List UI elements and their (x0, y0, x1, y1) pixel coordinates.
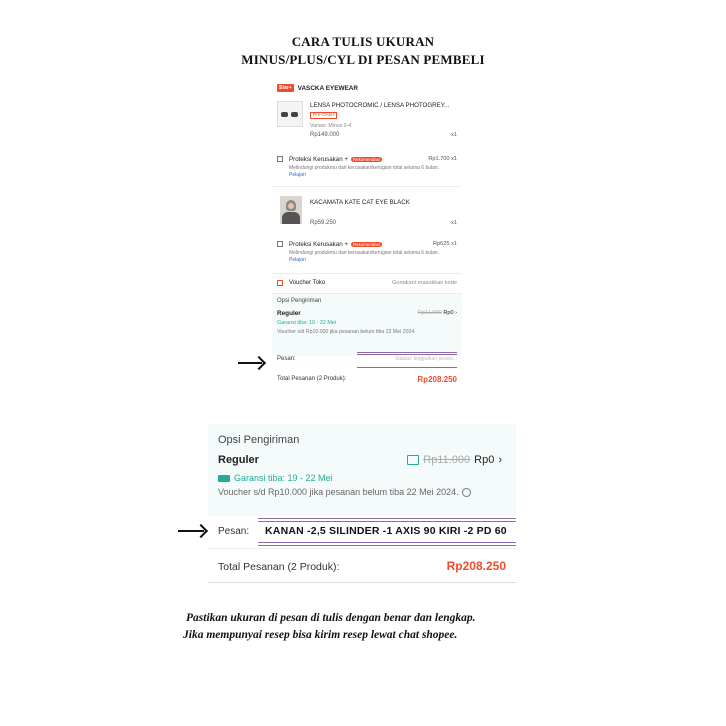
zoom-order-total-label: Total Pesanan (2 Produk): (218, 561, 340, 573)
protection-desc-text-2: Melindungi produkmu dari kerusakan/kerugian total selama 6 bulan. (289, 250, 440, 256)
product-thumbnail-2 (280, 196, 302, 224)
shipping-options[interactable] (272, 293, 462, 356)
protection-option-1 (272, 153, 462, 183)
protection-option-2 (272, 238, 462, 268)
zoom-message-label: Pesan: (218, 526, 250, 537)
product-qty-2: x1 (451, 220, 457, 226)
delivery-guarantee: Garansi tiba: 19 - 22 Mei (277, 320, 337, 326)
shop-voucher-row[interactable] (272, 277, 462, 291)
product-name-1: LENSA PHOTOCROMIC / LENSA PHOTOGREY... (310, 102, 450, 109)
shipping-voucher-note: Voucher s/d Rp10.000 jika pesanan belum tiba 22 Mei 2024. (277, 329, 416, 335)
protection-qty-1: x1 (451, 156, 457, 162)
underline (258, 545, 516, 546)
star-plus-badge: Star+ (279, 85, 292, 91)
voucher-label: Voucher Toko (289, 280, 326, 286)
protection-price-2 (433, 241, 457, 247)
shipping-old-price: Rp11.000 (417, 310, 442, 316)
zoom-shipping-options[interactable] (208, 424, 516, 516)
heading-line-2: MINUS/PLUS/CYL DI PESAN PEMBELI (241, 52, 485, 67)
recommended-badge-1: Rekomendasi (352, 156, 380, 162)
shipping-price: Rp11.000 Rp0 › (417, 310, 457, 316)
protection-checkbox-1[interactable] (277, 156, 283, 162)
underline (258, 518, 516, 519)
protection-desc-2 (289, 250, 454, 264)
divider (272, 186, 462, 187)
zoom-message-row[interactable] (208, 516, 516, 548)
protection-desc-1 (289, 165, 454, 179)
product-variant-1[interactable]: Variasi: Minus 0-4 (310, 123, 352, 129)
shop-name[interactable]: VASCKA EYEWEAR (297, 84, 359, 92)
learn-more-link-2[interactable]: Pelajari (289, 257, 306, 263)
ticket-icon (407, 455, 419, 465)
protection-qty-2: x1 (451, 241, 457, 247)
product-thumbnail-1 (277, 101, 303, 127)
zoom-order-total-value: Rp208.250 (446, 559, 506, 573)
underline (357, 354, 457, 355)
message-input[interactable]: Silakan tinggalkan pesan... (394, 356, 457, 362)
preorder-tag: Pre-Order (310, 112, 337, 119)
truck-icon (218, 475, 230, 482)
zoom-voucher-text: Voucher s/d Rp10.000 jika pesanan belum tiba 22 Mei 2024. (218, 487, 459, 497)
protection-desc-text-1: Melindungi produkmu dari kerusakan/kerugian total selama 6 bulan. (289, 165, 440, 171)
zoomed-checkout-section (208, 424, 516, 584)
voucher-action[interactable]: Gunakan/ masukkan kode (392, 280, 457, 286)
product-name-2: KACAMATA KATE CAT EYE BLACK (310, 199, 410, 206)
underline (258, 521, 516, 522)
protection-price-1 (428, 156, 457, 162)
product-item-1[interactable] (272, 97, 462, 141)
heading-line-1: CARA TULIS UKURAN (291, 34, 435, 49)
shop-header (272, 82, 462, 94)
instruction-line-1: Pastikan ukuran di pesan di tulis dengan benar dan lengkap. (186, 612, 476, 624)
protection-title-2 (289, 241, 382, 248)
zoom-guarantee-text: Garansi tiba: 19 - 22 Mei (234, 473, 333, 483)
protection-price-value-1: Rp1.700 (428, 156, 450, 162)
protection-checkbox-2[interactable] (277, 241, 283, 247)
glasses-icon (281, 112, 299, 118)
product-item-2[interactable] (272, 190, 462, 234)
protection-title-1 (289, 156, 382, 163)
recommended-badge-2: Rekomendasi (352, 241, 380, 247)
product-qty-1: x1 (451, 132, 457, 138)
zoom-shipping-old-price: Rp11.000 (423, 454, 471, 466)
zoom-delivery-guarantee (218, 473, 333, 483)
voucher-icon (277, 280, 283, 286)
zoom-message-input[interactable]: KANAN -2,5 SILINDER -1 AXIS 90 KIRI -2 PD 60 (265, 525, 507, 537)
learn-more-link-1[interactable]: Pelajari (289, 172, 306, 178)
checkout-screenshot (272, 80, 462, 392)
protection-price-value-2: Rp625 (433, 241, 450, 247)
product-price-1: Rp149.000 (310, 132, 340, 138)
underline (258, 542, 516, 543)
info-icon[interactable] (462, 488, 471, 497)
protection-title-text-2: Proteksi Kerusakan + (289, 241, 348, 248)
divider (208, 582, 516, 583)
underline (357, 352, 457, 353)
zoom-shipping-voucher-note (218, 487, 471, 497)
order-total-label: Total Pesanan (2 Produk): (277, 376, 347, 382)
zoom-shipping-price (407, 454, 502, 466)
zoom-shipping-method: Reguler (218, 454, 259, 466)
order-total-row (272, 372, 462, 388)
order-total-value: Rp208.250 (417, 375, 457, 384)
shipping-title: Opsi Pengiriman (277, 298, 322, 304)
message-label: Pesan: (277, 356, 296, 362)
zoom-shipping-title: Opsi Pengiriman (218, 434, 300, 446)
product-price-2: Rp59.250 (310, 220, 337, 226)
instruction-line-2: Jika mempunyai resep bisa kirim resep lewat chat shopee. (183, 629, 458, 641)
shipping-new-price: Rp0 (443, 310, 454, 316)
divider (272, 273, 462, 274)
chevron-right-icon[interactable]: › (498, 454, 502, 466)
underline (357, 367, 457, 368)
zoom-order-total-row (208, 548, 516, 585)
zoom-shipping-new-price: Rp0 (474, 454, 495, 466)
protection-title-text-1: Proteksi Kerusakan + (289, 156, 348, 163)
message-row[interactable] (272, 351, 462, 371)
shipping-method: Reguler (277, 310, 301, 317)
